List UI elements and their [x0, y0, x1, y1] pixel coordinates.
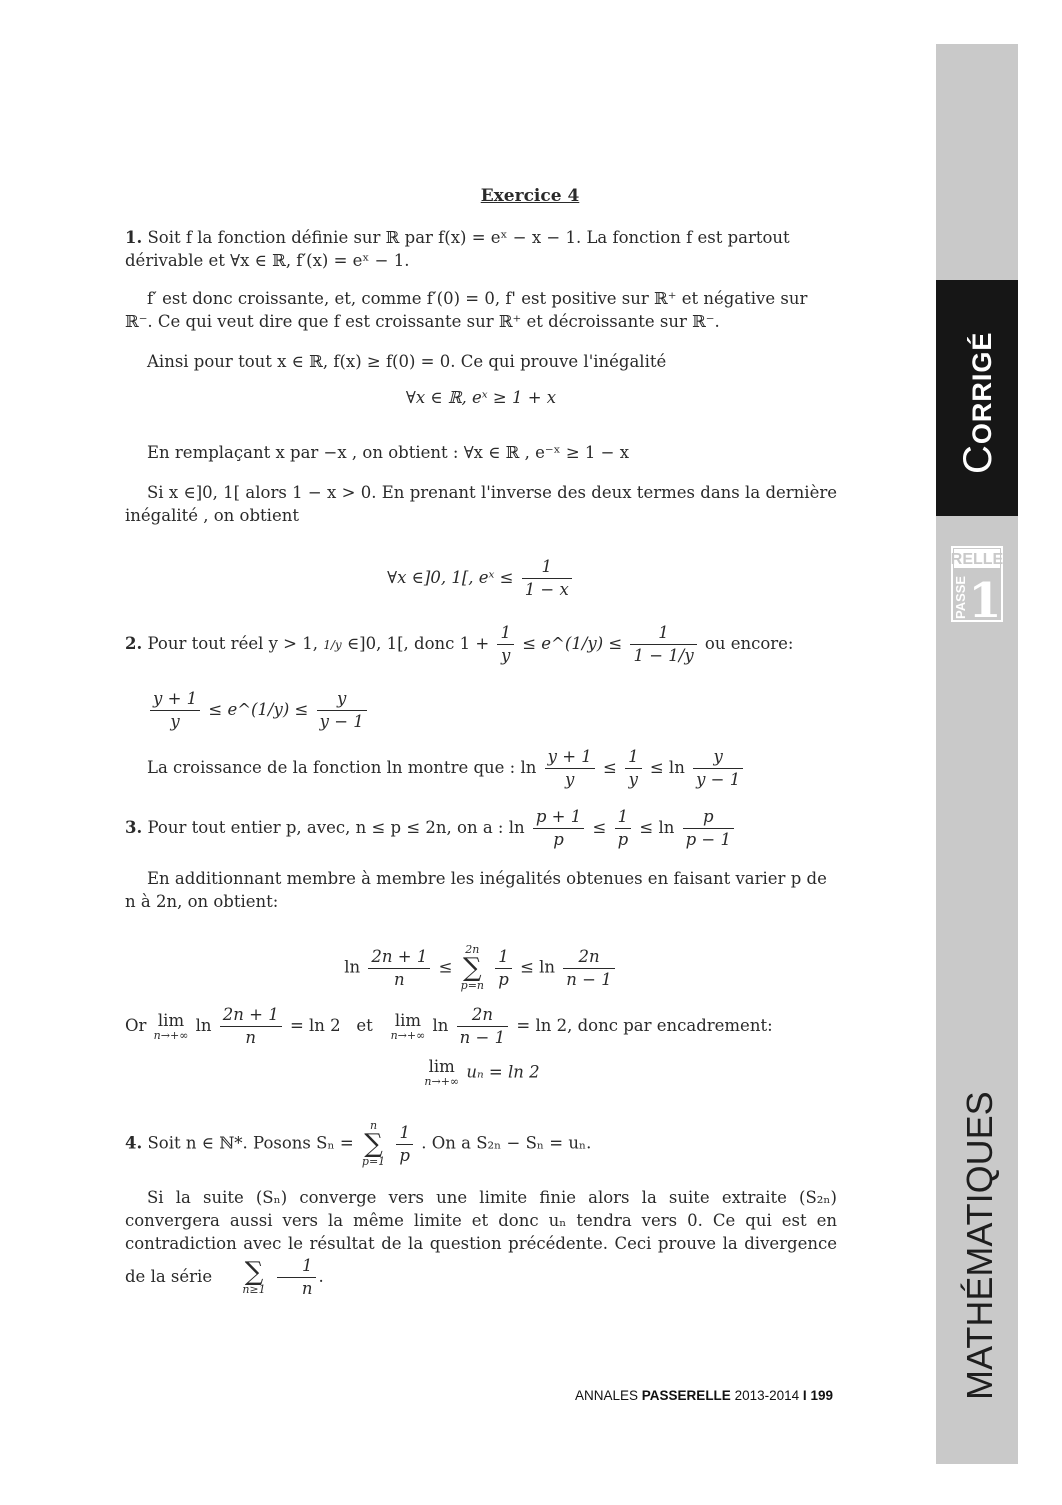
question-3: 3. Pour tout entier p, avec, n ≤ p ≤ 2n, on a : ln $\frac{p + 1}{p}$ ≤ $\frac{1}{p}$ ≤ ln $\frac{p}{p - 1}$: [125, 806, 837, 851]
paragraph-limits: Or lim n→+∞ ln $\frac{2n + 1}{n}$ = ln 2 et lim n→+∞ ln $\frac{2n}{n - 1}$ = ln 2, donc par encadrement:: [125, 1005, 773, 1047]
paragraph-replace: En remplaçant x par −x , on obtient : ∀x ∈ ℝ , e⁻ˣ ≥ 1 − x: [147, 443, 630, 462]
passerelle-1-logo: [951, 546, 1003, 622]
corrige-label: CORRIGÉ: [956, 331, 1000, 474]
paragraph-inequality: Ainsi pour tout x ∈ ℝ, f(x) ≥ f(0) = 0. Ce qui prouve l'inégalité: [147, 352, 667, 371]
svg-text:PASSE: PASSE: [953, 575, 968, 619]
paragraph-ln-croissance: La croissance de la fonction ln montre que : ln $\frac{y + 1}{y}$ ≤ $\frac{1}{y}$ ≤ ln $\frac{y}{y - 1}$: [147, 746, 837, 791]
question-4: 4. Soit n ∈ ℕ*. Posons Sₙ = n ∑ p=1 $\frac{1}{p}$ . On a S₂ₙ − Sₙ = uₙ.: [125, 1119, 592, 1168]
corrige-tab: [936, 280, 1018, 516]
equation-2: ∀x ∈]0, 1[, eˣ ≤ $\frac{1}{1 - x}$: [125, 556, 837, 601]
question-2: 2. Pour tout réel y > 1, 1/y ∈]0, 1[, donc 1 + $\frac{1}{y}$ ≤ e^(1/y) ≤ $\frac{1}{1 - 1/y}$ ou encore:: [125, 623, 794, 665]
svg-text:RELLE: RELLE: [951, 551, 1003, 568]
equation-3: $\frac{y + 1}{y}$ ≤ e^(1/y) ≤ $\frac{y}{y - 1}$: [147, 688, 370, 733]
paragraph-derivative: f′ est donc croissante, et, comme f′(0) = 0, f' est positive sur ℝ⁺ et négative sur ℝ⁻. Ce qui veut dire que f est croissante sur ℝ⁺ et décroissante sur ℝ⁻.: [125, 289, 808, 331]
question-1: 1. Soit f la fonction définie sur ℝ par f(x) = eˣ − x − 1. La fonction f est partout dérivable et ∀x ∈ ℝ, f′(x) = eˣ − 1.: [125, 228, 790, 270]
paragraph-divergence: Si la suite (Sₙ) converge vers une limite finie alors la suite extraite (S₂ₙ) convergera aussi vers la même limite et donc uₙ tendra vers 0. Ce qui est en contradiction avec le résultat de la question précédente. Ceci prouve la divergence de la série ∑ n≥1 $\frac{1}{n}$ .: [125, 1188, 837, 1298]
subject-label: MATHÉMATIQUES: [959, 1091, 1000, 1400]
paragraph-sum: En additionnant membre à membre les inégalités obtenues en faisant varier p de n à 2n, on obtient:: [125, 869, 827, 911]
svg-text:1: 1: [968, 573, 1002, 622]
paragraph-inverse: Si x ∈]0, 1[ alors 1 − x > 0. En prenant l'inverse des deux termes dans la dernière inégalité , on obtient: [125, 483, 837, 525]
equation-1: ∀x ∈ ℝ, eˣ ≥ 1 + x: [405, 388, 557, 407]
page-footer: ANNALES PASSERELLE 2013-2014 I 199: [575, 1388, 833, 1403]
exercise-title: Exercice 4: [480, 186, 580, 206]
equation-4: ln $\frac{2n + 1}{n}$ ≤ 2n ∑ p=n $\frac{1}{p}$ ≤ ln $\frac{2n}{n - 1}$: [125, 944, 837, 992]
page-number: 199: [810, 1388, 833, 1403]
equation-5: lim n→+∞ uₙ = ln 2: [424, 1057, 540, 1088]
